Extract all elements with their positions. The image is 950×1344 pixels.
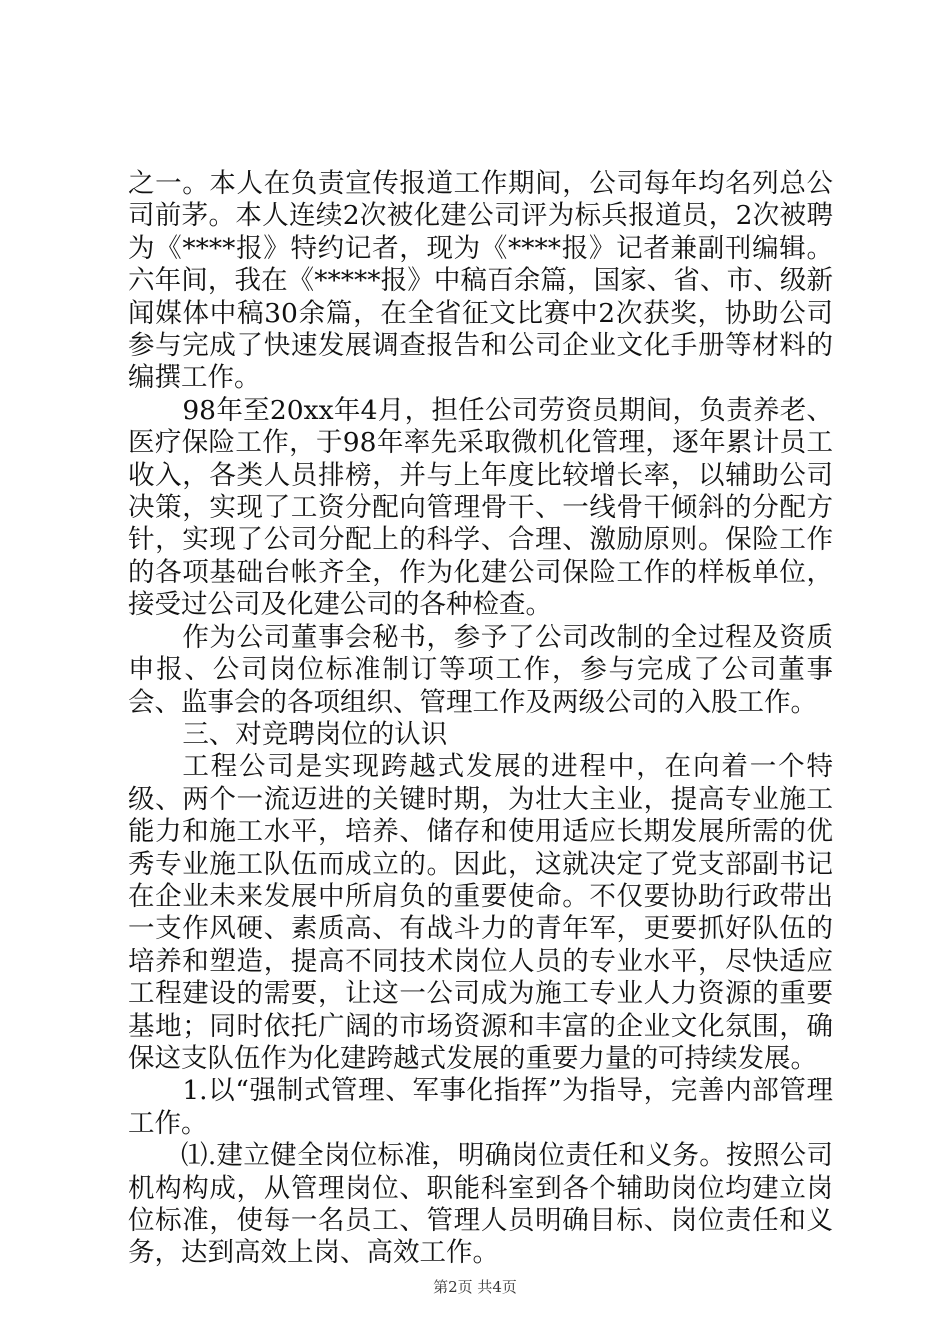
- section-heading-position-understanding: 三、对竞聘岗位的认识: [182, 718, 448, 750]
- paragraph-engineering-company: 工程公司是实现跨越式发展的进程中，在向着一个特级、两个一流迈进的关键时期，为壮大主业，提高专业施工能力和施工水平，培养、储存和使用适应长期发展所需的优秀专业施工队伍而成立的。因此，这就决定了党支部副书记在企业未来发展中所肩负的重要使命。不仅要协助行政带出一支作风硬、素质高、有战斗力的青年军，更要抓好队伍的培养和塑造，提高不同技术岗位人员的专业水平，尽快适应工程建设的需要，让这一公司成为施工专业人力资源的重要基地；同时依托广阔的市场资源和丰富的企业文化氛围，确保这支队伍作为化建跨越式发展的重要力量的可持续发展。: [128, 751, 833, 1074]
- paragraph-publicity-work: 之一。本人在负责宣传报道工作期间，公司每年均名列总公司前茅。本人连续2次被化建公司评为标兵报道员，2次被聘为《****报》特约记者，现为《****报》记者兼副刊编辑。六年间，我在《*****报》中稿百余篇，国家、省、市、级新闻媒体中稿30余篇，在全省征文比赛中2次获奖，协助公司参与完成了快速发展调查报告和公司企业文化手册等材料的编撰工作。: [128, 168, 833, 394]
- paragraph-board-secretary: 作为公司董事会秘书，参予了公司改制的全过程及资质申报、公司岗位标准制订等项工作，参与完成了公司董事会、监事会的各项组织、管理工作及两级公司的入股工作。: [128, 621, 833, 718]
- paragraph-labor-insurance: 98年至20xx年4月，担任公司劳资员期间，负责养老、医疗保险工作，于98年率先采取微机化管理，逐年累计员工收入，各类人员排榜，并与上年度比较增长率，以辅助公司决策，实现了工资分配向管理骨干、一线骨干倾斜的分配方针，实现了公司分配上的科学、合理、激励原则。保险工作的各项基础台帐齐全，作为化建公司保险工作的样板单位，接受过公司及化建公司的各种检查。: [128, 394, 833, 621]
- paragraph-job-standards: ⑴.建立健全岗位标准，明确岗位责任和义务。按照公司机构构成，从管理岗位、职能科室到各个辅助岗位均建立岗位标准，使每一名员工、管理人员明确目标、岗位责任和义务，达到高效上岗、高效工作。: [128, 1140, 833, 1269]
- paragraph-management-guideline: 1.以“强制式管理、军事化指挥”为指导，完善内部管理工作。: [128, 1075, 833, 1139]
- page-footer: 第2页 共4页: [433, 1278, 517, 1296]
- document-body: [128, 168, 833, 1270]
